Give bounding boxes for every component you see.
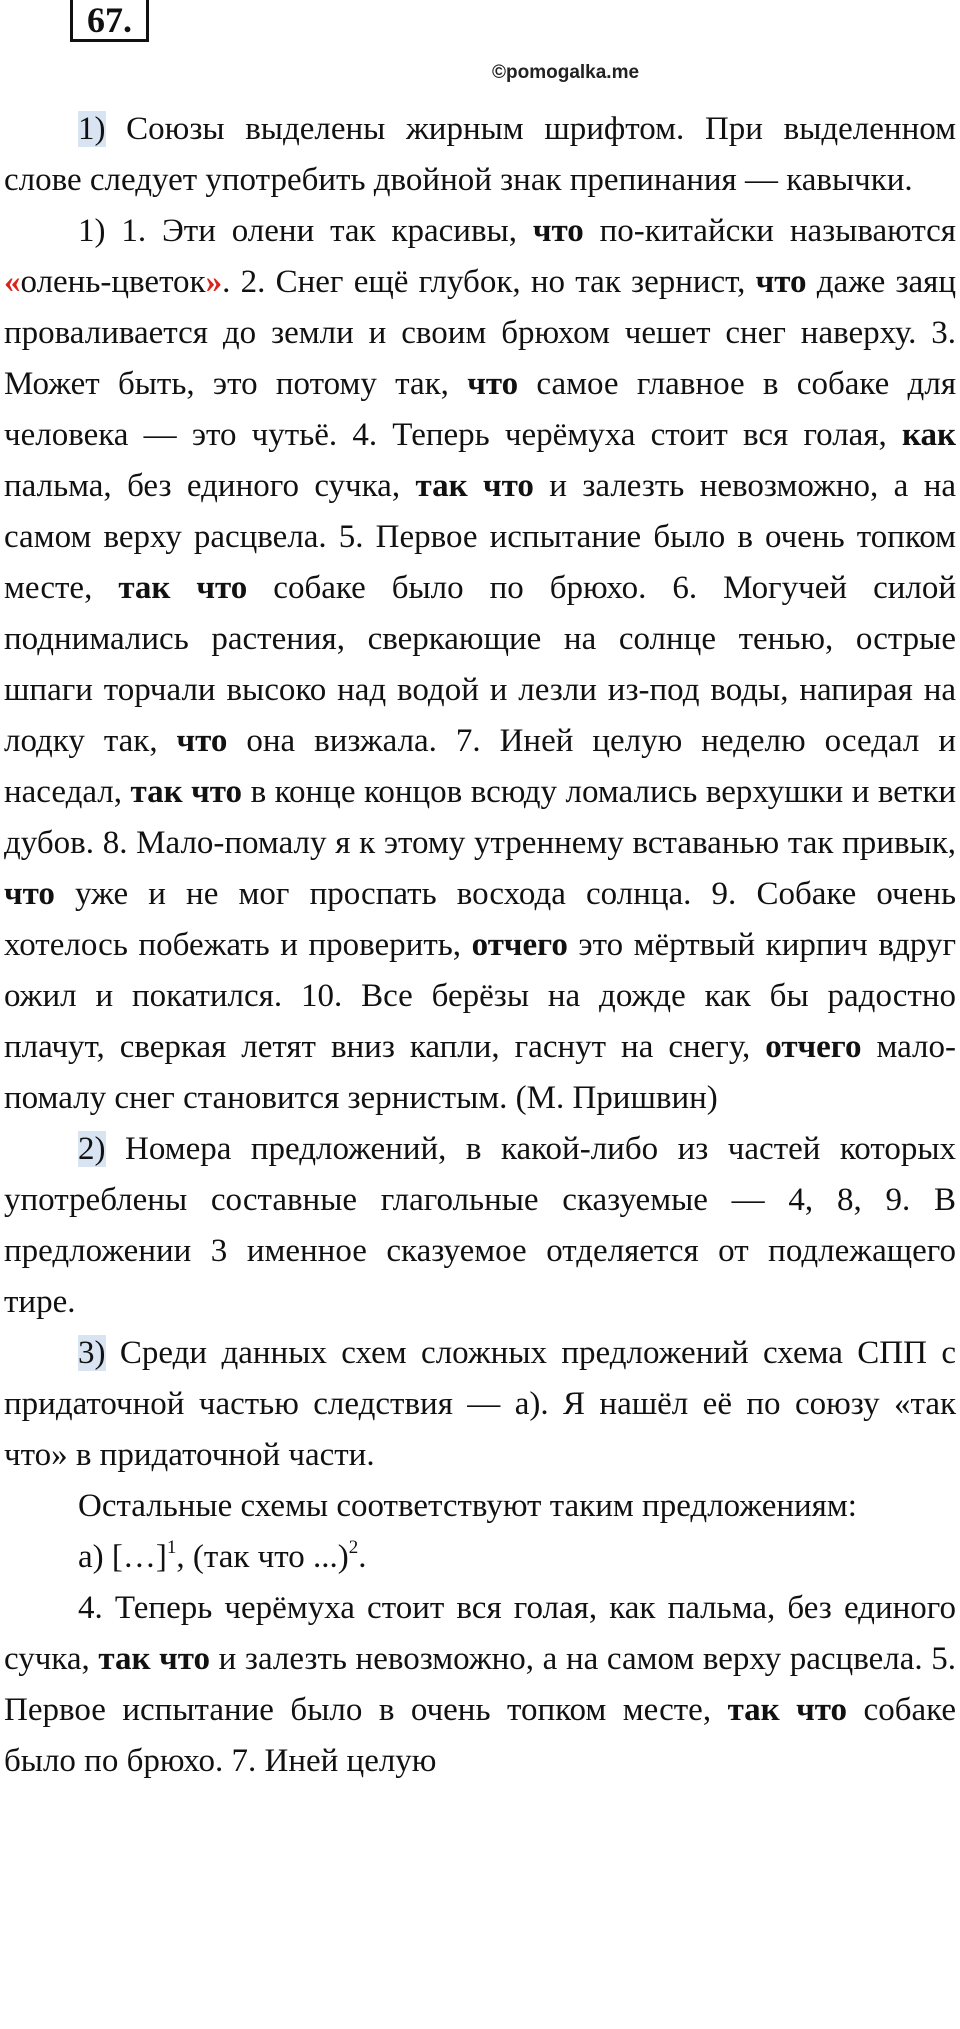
scheme-part: . bbox=[358, 1539, 367, 1575]
conjunction: что bbox=[467, 366, 519, 402]
watermark: ©pomogalka.me bbox=[492, 62, 640, 83]
conjunction: что bbox=[755, 264, 807, 300]
conjunction: так что bbox=[415, 468, 534, 504]
text-run: в конце концов всюду ломались верхушки и ветки дубов. 8. Мало-помалу я к этому утреннему вставанью так привык, bbox=[4, 774, 957, 861]
text-run: она визжала. 7. Иней целую неделю оседал и наседал, bbox=[4, 723, 956, 810]
quoted-word: олень-цветок bbox=[20, 264, 206, 300]
conjunction: отчего bbox=[471, 927, 568, 963]
quote-open: « bbox=[4, 264, 21, 300]
text-run: и залезть невозможно, а на самом верху расцвела. 5. Первое испытание было в очень топком месте, bbox=[4, 1641, 956, 1728]
text-run: и залезть невозможно, а на самом верху расцвела. 5. Первое испытание было в очень топком месте, bbox=[4, 468, 957, 606]
scheme-part: , (так что ...) bbox=[176, 1539, 349, 1575]
paragraph-other-schemes: Остальные схемы соответствуют таким предложениям: bbox=[78, 1488, 857, 1524]
text-run: это мёртвый кирпич вдруг ожил и покатился. 10. Все берёзы на дожде как бы радостно плачут, сверкая летят вниз капли, гаснут на снегу, bbox=[4, 927, 956, 1065]
quote-close: » bbox=[205, 264, 223, 300]
scheme-part: а) […] bbox=[78, 1539, 167, 1575]
text-run: самое главное в собаке для человека — это чутьё. 4. Теперь черёмуха стоит вся голая, bbox=[4, 366, 956, 453]
section-marker-3: 3) bbox=[78, 1335, 106, 1371]
conjunction: так что bbox=[727, 1692, 848, 1728]
paragraph-1-text: Союзы выделены жирным шрифтом. При выделенном слове следует употребить двойной знак препинания — кавычки. bbox=[4, 111, 956, 198]
paragraph-sentences bbox=[4, 206, 956, 1124]
text-run: даже заяц проваливается до земли и своим брюхом чешет снег наверху. 3. Может быть, это потому так, bbox=[4, 264, 956, 402]
text-run: 4. Теперь черёмуха стоит вся голая, как пальма, без единого сучка, bbox=[4, 1590, 956, 1677]
conjunction: как bbox=[901, 417, 956, 453]
text-run: собаке было по брюхо. 7. Иней целую bbox=[4, 1692, 956, 1779]
conjunction: что bbox=[532, 213, 584, 249]
text-run: . 2. Снег ещё глубок, но так зернист, bbox=[222, 264, 756, 300]
section-marker-1: 1) bbox=[78, 111, 106, 147]
paragraph-final bbox=[4, 1583, 956, 1787]
scheme-index: 2 bbox=[348, 1537, 359, 1558]
text-run: уже и не мог проспать восхода солнца. 9. Собаке очень хотелось побежать и проверить, bbox=[4, 876, 956, 963]
text-run: 1) 1. Эти олени так красивы, bbox=[78, 213, 533, 249]
conjunction: что bbox=[176, 723, 228, 759]
scheme-a bbox=[4, 1532, 956, 1583]
paragraph-1 bbox=[4, 104, 956, 206]
conjunction: так что bbox=[118, 570, 248, 606]
section-marker-2: 2) bbox=[78, 1131, 106, 1167]
paragraph-3-text: Среди данных схем сложных предложений схема СПП с придаточной частью следствия — а). Я нашёл её по союзу «так что» в придаточной части. bbox=[4, 1335, 956, 1473]
task-number: 67. bbox=[70, 0, 149, 42]
text-run: по-китайски называются bbox=[583, 213, 956, 249]
scheme-index: 1 bbox=[166, 1537, 177, 1558]
text-run: собаке было по брюхо. 6. Могучей силой поднимались растения, сверкающие на солнце тенью, острые шпаги торчали высоко над водой и лезли из-под воды, напирая на лодку так, bbox=[4, 570, 957, 759]
paragraph-2 bbox=[4, 1124, 956, 1328]
paragraph-2-text: Номера предложений, в какой-либо из частей которых употреблены составные глагольные сказуемые — 4, 8, 9. В предложении 3 именное сказуемое отделяется от подлежащего тире. bbox=[4, 1131, 956, 1320]
text-run: мало-помалу снег становится зернистым. (М. Пришвин) bbox=[4, 1029, 956, 1116]
paragraph-3 bbox=[4, 1328, 956, 1481]
conjunction: что bbox=[4, 876, 55, 912]
conjunction: отчего bbox=[765, 1029, 862, 1065]
conjunction: так что bbox=[98, 1641, 211, 1677]
conjunction: так что bbox=[130, 774, 243, 810]
text-run: пальма, без единого сучка, bbox=[4, 468, 416, 504]
answer-text bbox=[4, 104, 956, 1787]
